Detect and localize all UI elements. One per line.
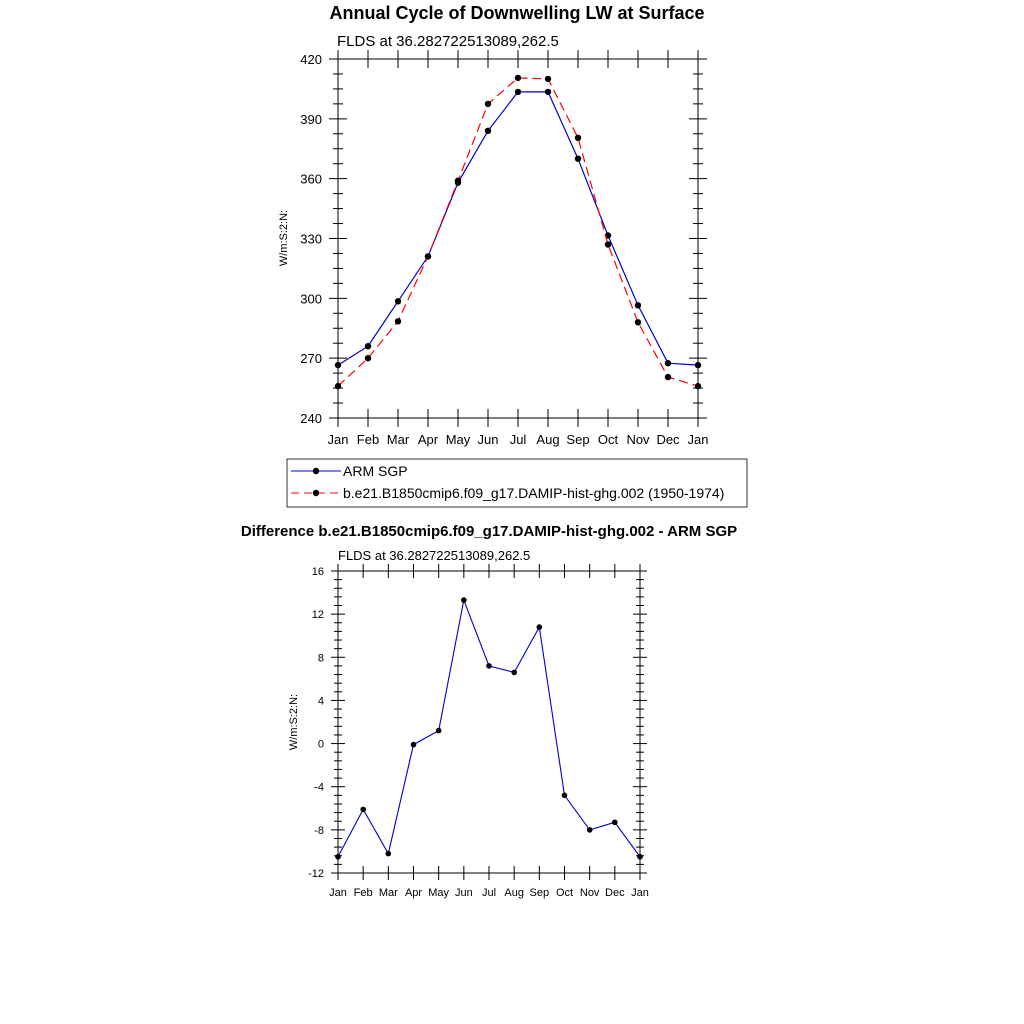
data-point: [411, 742, 417, 748]
difference-x-tick-label: Jun: [454, 887, 473, 899]
legend: [287, 459, 747, 507]
chart-subtitle: FLDS at 36.282722513089,262.5: [337, 33, 559, 50]
data-point: [395, 318, 401, 324]
difference-x-tick-label: Nov: [579, 887, 600, 899]
legend-label-model: b.e21.B1850cmip6.f09_g17.DAMIP-hist-ghg.002 (1950-1974): [343, 485, 725, 501]
difference-x-tick-label: Mar: [378, 887, 398, 899]
y-tick-label: 300: [300, 291, 322, 307]
difference-x-tick-label: Aug: [504, 887, 524, 899]
data-point: [562, 793, 568, 799]
difference-y-axis-label: W/m:S:2:N:: [288, 693, 300, 751]
difference-y-tick-label: 12: [311, 609, 324, 622]
data-point: [436, 728, 442, 734]
data-point: [545, 76, 551, 82]
difference-y-tick-label: -8: [314, 824, 324, 837]
data-point: [486, 663, 492, 669]
x-tick-label: Feb: [356, 432, 380, 447]
difference-chart-title: Difference b.e21.B1850cmip6.f09_g17.DAMIP-hist-ghg.002 - ARM SGP: [240, 523, 738, 540]
data-point: [515, 89, 521, 95]
data-point: [635, 302, 641, 308]
y-tick-label: 390: [300, 111, 322, 127]
y-tick-label: 240: [300, 411, 322, 426]
data-point: [335, 362, 341, 368]
x-tick-label: Nov: [626, 432, 650, 447]
y-tick-label: 360: [300, 171, 322, 187]
data-point: [335, 854, 341, 860]
y-tick-label: 420: [300, 52, 322, 67]
difference-x-tick-label: May: [428, 887, 450, 899]
data-point: [635, 319, 641, 325]
y-tick-label: 330: [300, 231, 322, 247]
difference-x-tick-label: Jan: [329, 887, 347, 899]
data-point: [637, 854, 643, 860]
difference-x-tick-label: Sep: [529, 887, 550, 899]
data-point: [386, 851, 392, 857]
x-tick-label: May: [445, 432, 471, 447]
x-tick-label: Jun: [477, 432, 499, 447]
data-point: [665, 360, 671, 366]
data-point: [612, 820, 618, 826]
difference-y-tick-label: 8: [317, 652, 324, 665]
difference-y-tick-label: -12: [308, 868, 324, 880]
difference-y-tick-label: 4: [317, 695, 324, 708]
x-tick-label: Jan: [327, 432, 349, 447]
x-tick-label: Jul: [509, 432, 527, 447]
legend-label-arm-sgp: ARM SGP: [343, 463, 408, 479]
difference-y-tick-label: -4: [314, 781, 324, 794]
legend-marker-arm-sgp: [313, 468, 319, 474]
data-point: [485, 128, 491, 134]
x-tick-label: Mar: [386, 432, 410, 447]
data-point: [365, 343, 371, 349]
data-point: [360, 807, 366, 813]
difference-x-tick-label: Feb: [353, 887, 373, 899]
difference-y-tick-label: 16: [311, 566, 324, 578]
data-point: [395, 298, 401, 304]
x-tick-label: Sep: [566, 432, 590, 447]
y-axis-label: W/m:S:2:N:: [278, 209, 290, 267]
difference-x-tick-label: Oct: [555, 887, 574, 899]
x-tick-label: Dec: [656, 432, 680, 447]
difference-x-tick-label: Dec: [605, 887, 625, 899]
difference-x-tick-label: Apr: [404, 887, 423, 899]
data-point: [605, 241, 611, 247]
data-point: [335, 383, 341, 389]
data-point: [575, 156, 581, 162]
data-point: [461, 597, 467, 603]
data-point: [575, 135, 581, 141]
data-point: [455, 178, 461, 184]
difference-y-tick-label: 0: [317, 738, 324, 751]
chart-title: Annual Cycle of Downwelling LW at Surface: [329, 3, 705, 23]
y-tick-label: 270: [300, 351, 322, 367]
x-tick-label: Jan: [687, 432, 709, 447]
data-point: [511, 670, 517, 676]
x-tick-label: Oct: [597, 432, 619, 447]
difference-x-tick-label: Jan: [631, 887, 649, 899]
difference-x-tick-label: Jul: [481, 887, 497, 899]
data-point: [695, 362, 701, 368]
data-point: [485, 101, 491, 107]
data-point: [665, 374, 671, 380]
legend-marker-model: [313, 490, 319, 496]
x-tick-label: Apr: [417, 432, 439, 447]
data-point: [425, 253, 431, 259]
data-point: [537, 624, 543, 630]
x-tick-label: Aug: [536, 432, 560, 447]
difference-chart-subtitle: FLDS at 36.282722513089,262.5: [338, 548, 531, 563]
data-point: [695, 383, 701, 389]
data-point: [515, 75, 521, 81]
data-point: [365, 355, 371, 361]
data-point: [587, 827, 593, 833]
data-point: [545, 89, 551, 95]
